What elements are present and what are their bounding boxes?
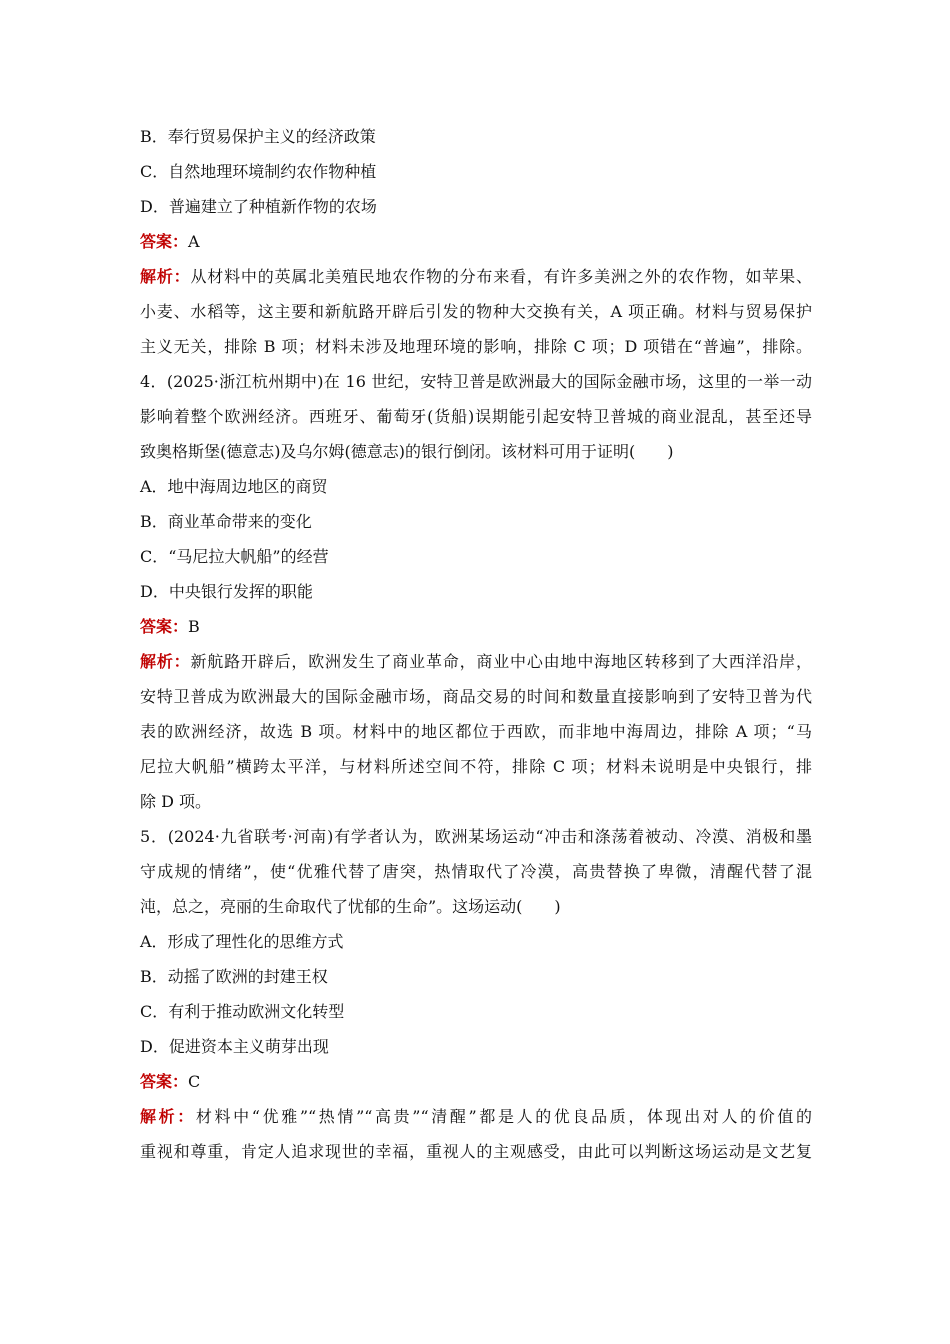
- q4-option-c: C．“马尼拉大帆船”的经营: [140, 547, 329, 566]
- analysis-text: 从材料中的英属北美殖民地农作物的分布来看，有许多美洲之外的农作物，如苹果、: [190, 267, 812, 286]
- analysis-label: 解析：: [140, 1107, 196, 1126]
- answer-label: 答案：: [140, 1072, 189, 1091]
- answer-value: A: [188, 232, 200, 251]
- q3-analysis-line-3: 主义无关，排除 B 项；材料未涉及地理环境的影响，排除 C 项；D 项错在“普遍”，排除。: [140, 337, 812, 356]
- q4-analysis-line-3: 表的欧洲经济，故选 B 项。材料中的地区都位于西欧，而非地中海周边，排除 A 项；“马: [140, 722, 812, 741]
- q5-option-d: D．促进资本主义萌芽出现: [140, 1037, 329, 1056]
- q4-analysis-line-1: [140, 650, 812, 674]
- analysis-text: 新航路开辟后，欧洲发生了商业革命，商业中心由地中海地区转移到了大西洋沿岸，: [190, 652, 812, 671]
- q3-analysis-line-2: 小麦、水稻等，这主要和新航路开辟后引发的物种大交换有关，A 项正确。材料与贸易保护: [140, 302, 812, 321]
- q4-stem-line-3: 致奥格斯堡(德意志)及乌尔姆(德意志)的银行倒闭。该材料可用于证明( ): [140, 442, 674, 461]
- q4-option-a: A．地中海周边地区的商贸: [140, 477, 328, 496]
- q4-option-b: B．商业革命带来的变化: [140, 512, 312, 531]
- q5-analysis-line-1: [140, 1105, 812, 1129]
- q3-option-d: D．普遍建立了种植新作物的农场: [140, 197, 377, 216]
- q4-option-d: D．中央银行发挥的职能: [140, 582, 313, 601]
- q3-answer: [140, 230, 812, 254]
- q5-stem-line-3: 沌，总之，亮丽的生命取代了忧郁的生命”。这场运动( ): [140, 897, 561, 916]
- q5-option-a: A．形成了理性化的思维方式: [140, 932, 344, 951]
- q3-analysis-line-1: [140, 265, 812, 289]
- q3-option-b: B．奉行贸易保护主义的经济政策: [140, 127, 376, 146]
- q5-analysis-line-2: 重视和尊重，肯定人追求现世的幸福，重视人的主观感受，由此可以判断这场运动是文艺复: [140, 1142, 812, 1161]
- analysis-label: 解析：: [140, 652, 191, 671]
- q4-analysis-line-2: 安特卫普成为欧洲最大的国际金融市场，商品交易的时间和数量直接影响到了安特卫普为代: [140, 687, 812, 706]
- q5-option-b: B．动摇了欧洲的封建王权: [140, 967, 328, 986]
- q4-analysis-line-5: 除 D 项。: [140, 792, 212, 811]
- answer-label: 答案：: [140, 232, 189, 251]
- answer-value: C: [188, 1072, 201, 1091]
- answer-value: B: [188, 617, 200, 636]
- analysis-label: 解析：: [140, 267, 191, 286]
- q5-stem-line-1: 5．(2024·九省联考·河南)有学者认为，欧洲某场运动“冲击和涤荡着被动、冷漠、消极和墨: [140, 827, 812, 846]
- analysis-text: 材料中“优雅”“热情”“高贵”“清醒”都是人的优良品质，体现出对人的价值的: [195, 1107, 812, 1126]
- q4-stem-line-1: 4．(2025·浙江杭州期中)在 16 世纪，安特卫普是欧洲最大的国际金融市场，这里的一举一动: [140, 372, 812, 391]
- q4-stem-line-2: 影响着整个欧洲经济。西班牙、葡萄牙(货船)误期能引起安特卫普城的商业混乱，甚至还导: [140, 407, 812, 426]
- q5-option-c: C．有利于推动欧洲文化转型: [140, 1002, 345, 1021]
- q5-stem-line-2: 守成规的情绪”，使“优雅代替了唐突，热情取代了冷漠，高贵替换了卑微，清醒代替了混: [140, 862, 812, 881]
- answer-label: 答案：: [140, 617, 189, 636]
- q4-answer: [140, 615, 812, 639]
- q4-analysis-line-4: 尼拉大帆船”横跨太平洋，与材料所述空间不符，排除 C 项；材料未说明是中央银行，排: [140, 757, 812, 776]
- q3-option-c: C．自然地理环境制约农作物种植: [140, 162, 377, 181]
- q5-answer: [140, 1070, 812, 1094]
